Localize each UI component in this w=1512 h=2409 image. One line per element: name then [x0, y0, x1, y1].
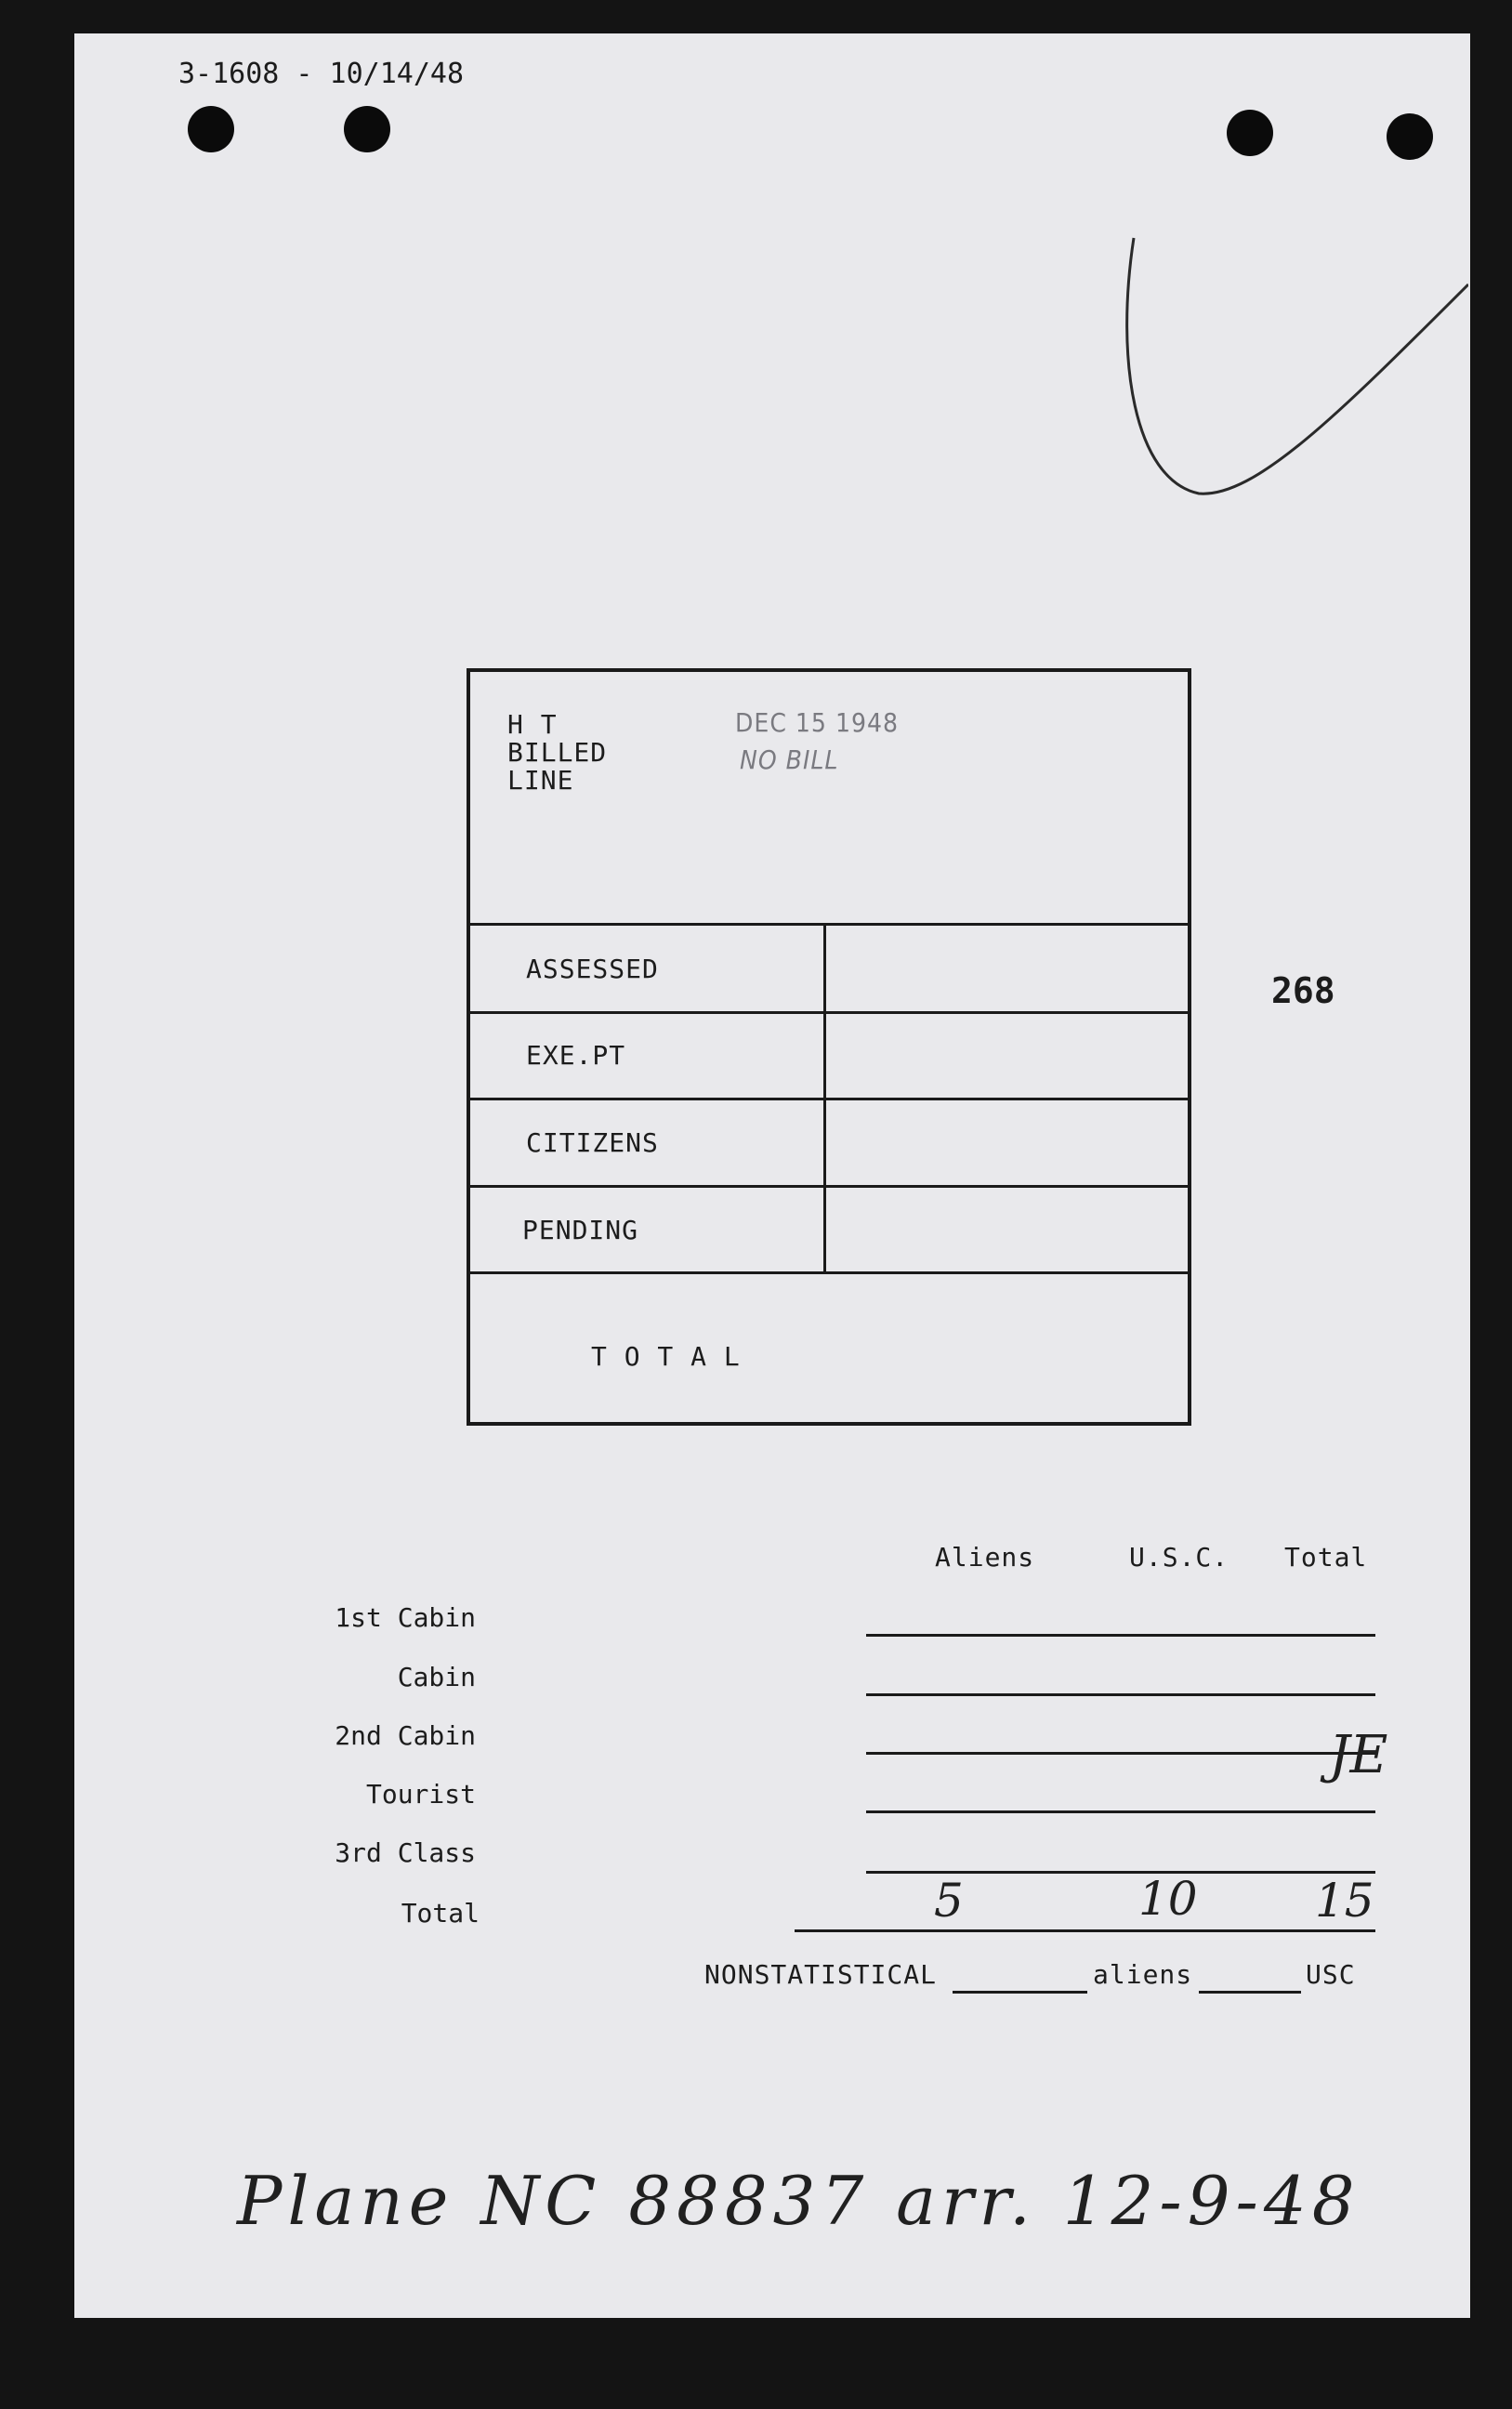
row-exempt: EXE.PT	[526, 1040, 626, 1071]
tally-row-cabin: Cabin	[397, 1662, 476, 1692]
col-aliens: Aliens	[935, 1542, 1035, 1573]
handwritten-initials: JE	[1329, 1725, 1388, 1785]
box-header-line-1: H T	[507, 709, 558, 740]
tally-row-1st-cabin: 1st Cabin	[335, 1602, 476, 1633]
check-mark-icon	[1097, 173, 1468, 563]
punch-hole-right-2	[1387, 113, 1433, 160]
row-pending: PENDING	[522, 1215, 639, 1245]
total-total-value: 15	[1315, 1874, 1374, 1928]
tally-row-2nd-cabin: 2nd Cabin	[335, 1720, 476, 1751]
punch-hole-left-1	[188, 106, 234, 152]
tally-row-tourist: Tourist	[365, 1779, 476, 1810]
nonstatistical-label: NONSTATISTICAL	[704, 1959, 938, 1990]
row-assessed: ASSESSED	[526, 954, 659, 984]
tally-row-3rd-class: 3rd Class	[335, 1837, 476, 1868]
no-bill-stamp: NO BILL	[740, 744, 839, 775]
col-usc: U.S.C.	[1129, 1542, 1229, 1573]
punch-hole-right-1	[1227, 110, 1273, 156]
box-header-line-2: BILLED	[507, 737, 608, 768]
page-number: 268	[1271, 970, 1335, 1011]
document-page	[74, 33, 1470, 2318]
handwritten-footer: Plane NC 88837 arr. 12-9-48	[237, 2162, 1361, 2240]
date-stamp: DEC 15 1948	[735, 707, 900, 738]
punch-hole-left-2	[344, 106, 390, 152]
box-total-label: T O T A L	[591, 1341, 741, 1372]
box-header-line-3: LINE	[507, 765, 574, 796]
billing-box	[467, 668, 1191, 1426]
total-aliens-value: 5	[934, 1874, 964, 1928]
form-number: 3-1608 - 10/14/48	[178, 58, 465, 90]
total-usc-value: 10	[1138, 1872, 1198, 1926]
nonstatistical-usc: USC	[1306, 1959, 1356, 1990]
col-total: Total	[1284, 1542, 1368, 1573]
row-citizens: CITIZENS	[526, 1127, 659, 1158]
tally-row-total: Total	[401, 1898, 480, 1929]
nonstatistical-aliens: aliens	[1093, 1959, 1193, 1990]
